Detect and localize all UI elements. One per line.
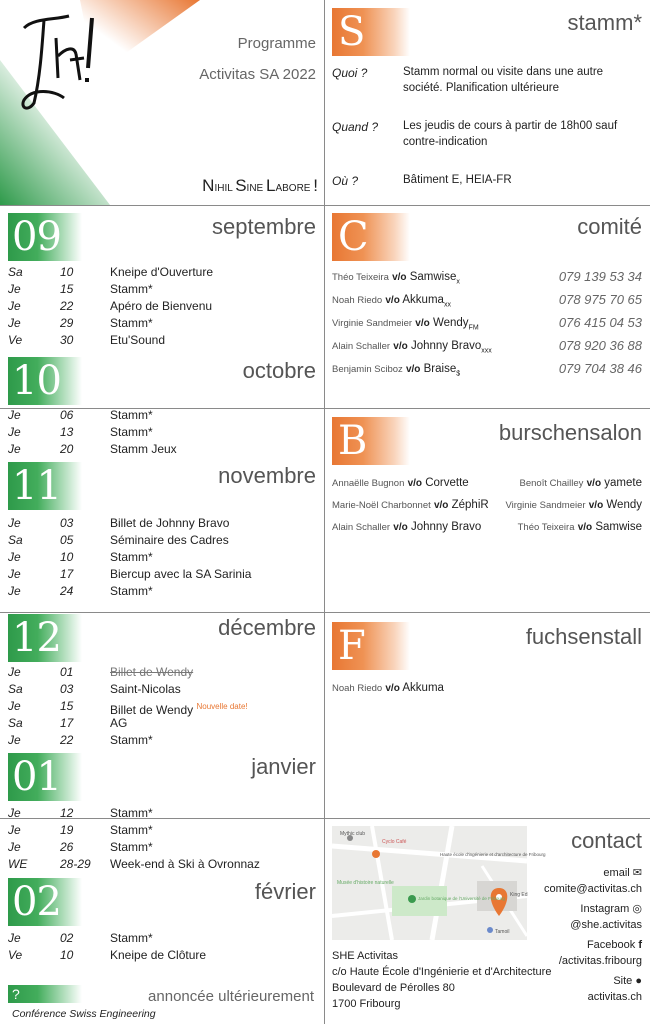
event-date: 15 — [60, 282, 74, 296]
month-title-sep: septembre — [212, 214, 316, 239]
instagram-link[interactable]: @she.activitas — [570, 919, 642, 931]
member-charge: $ — [456, 370, 461, 378]
event-title — [110, 681, 181, 698]
event-title — [110, 281, 153, 298]
event-date: 03 — [60, 516, 74, 530]
event-row — [8, 315, 318, 332]
event-row — [8, 856, 318, 873]
month-number-jan: 01 — [8, 753, 82, 801]
site-label: Site — [613, 975, 633, 987]
vo-mark: v/o — [433, 500, 449, 511]
facebook-icon: f — [638, 939, 642, 951]
quoi-text: Stamm normal ou visite dans une autre société. Planification ultérieure — [403, 66, 604, 94]
member-name: Théo Teixeira — [332, 272, 389, 283]
member-name: Benoît Chailley — [519, 478, 584, 489]
address-line: Boulevard de Pérolles 80 — [332, 982, 455, 994]
event-title — [110, 732, 153, 749]
event-date: 02 — [60, 931, 74, 945]
event-title — [110, 549, 153, 566]
fuchsenstall-title: fuchsenstall — [525, 624, 642, 649]
motto — [202, 176, 318, 196]
vo-mark: v/o — [392, 272, 407, 283]
comite-member — [332, 363, 460, 377]
event-date: 06 — [60, 408, 74, 422]
event-row — [8, 566, 318, 583]
month-title-oct: octobre — [242, 358, 316, 383]
event-title-text: Stamm* — [110, 282, 153, 296]
event-date: 17 — [60, 716, 74, 730]
email-label: email — [603, 867, 630, 879]
event-date: 22 — [60, 299, 74, 313]
event-row — [8, 698, 318, 715]
event-day: Sa — [8, 533, 23, 547]
comite-member — [332, 294, 451, 308]
member-couleur-name: yamete — [604, 477, 642, 489]
vo-mark: v/o — [407, 478, 423, 489]
quand-label: Quand ? — [332, 120, 379, 134]
event-title-text: Séminaire des Cadres — [110, 533, 229, 547]
comite-member — [332, 271, 460, 285]
member-couleur-name: Braise — [423, 363, 457, 375]
globe-icon: ● — [635, 975, 642, 987]
email-block — [544, 865, 642, 897]
map-label: Musée d'histoire naturelle — [337, 880, 394, 886]
event-title — [110, 664, 193, 681]
event-day: Je — [8, 584, 21, 598]
event-title — [110, 424, 153, 441]
comite-member — [332, 340, 492, 354]
instagram-label: Instagram — [580, 903, 630, 915]
site-link[interactable]: activitas.ch — [587, 991, 642, 1003]
program-title: Programme — [237, 35, 316, 52]
event-date: 20 — [60, 442, 74, 456]
event-day: Je — [8, 806, 21, 820]
column-divider — [324, 0, 325, 1024]
event-day: Je — [8, 516, 21, 530]
event-day: Sa — [8, 265, 23, 279]
event-title-text: AG — [110, 716, 128, 730]
member-phone[interactable]: 079 139 53 34 — [558, 269, 642, 284]
event-row — [8, 549, 318, 566]
member — [505, 499, 642, 511]
event-date: 10 — [60, 550, 74, 564]
member-name: Virginie Sandmeier — [332, 318, 413, 329]
event-row — [8, 681, 318, 698]
member-couleur-name: Samwise — [595, 521, 642, 533]
member-couleur-name: Johnny Bravo — [410, 340, 482, 352]
event-title — [110, 715, 127, 732]
facebook-link[interactable]: /activitas.fribourg — [558, 955, 642, 967]
event-title — [110, 441, 177, 458]
event-title — [110, 315, 153, 332]
event-row — [8, 441, 318, 458]
member — [332, 521, 481, 533]
event-day: Je — [8, 699, 21, 713]
facebook-block — [559, 937, 642, 969]
ou-label: Où ? — [332, 174, 359, 188]
map-label: Cyclo Café — [382, 839, 407, 845]
event-day: Je — [8, 425, 21, 439]
event-date: 13 — [60, 425, 74, 439]
event-row — [8, 298, 318, 315]
event-date: 03 — [60, 682, 74, 696]
vo-mark: v/o — [393, 341, 408, 352]
member-charge: x — [456, 278, 460, 286]
motto-part: INE — [246, 183, 266, 194]
event-title — [110, 839, 153, 856]
address-line: c/o Haute École d'Ingénierie et d'Architecture — [332, 966, 552, 978]
event-title-text: Billet de Wendy — [110, 665, 194, 679]
event-title — [110, 407, 153, 424]
member-couleur-name: Akkuma — [402, 682, 444, 694]
vo-mark: v/o — [393, 522, 408, 533]
event-date: 29 — [60, 316, 74, 330]
vo-mark: v/o — [405, 364, 421, 375]
month-title-nov: novembre — [218, 463, 316, 488]
event-row — [8, 715, 318, 732]
burschensalon-letter: B — [332, 417, 410, 465]
event-row — [8, 732, 318, 749]
member-couleur-name: Corvette — [425, 477, 469, 489]
member-couleur-name: Wendy — [606, 499, 642, 511]
event-date: 30 — [60, 333, 74, 347]
member-name: Benjamin Sciboz — [332, 364, 403, 375]
address-line: SHE Activitas — [332, 950, 399, 962]
event-day: Je — [8, 931, 21, 945]
contact-title: contact — [571, 828, 642, 853]
mail-icon: ✉ — [632, 867, 642, 879]
event-title-text: Stamm* — [110, 550, 153, 564]
event-title — [110, 930, 153, 947]
vo-mark: v/o — [588, 500, 604, 511]
program-subtitle: Activitas SA 2022 — [199, 66, 316, 83]
event-title — [110, 583, 153, 600]
event-day: Je — [8, 408, 21, 422]
map-label: Haute école d'ingénierie et d'architecture de Fribourg — [440, 852, 546, 857]
event-day: Ve — [8, 333, 23, 347]
event-day: Je — [8, 733, 21, 747]
vo-mark: v/o — [415, 318, 430, 329]
event-title-text: Stamm* — [110, 408, 153, 422]
month-title-jan: janvier — [251, 754, 316, 779]
map-label: Mythic club — [340, 831, 366, 837]
event-date: 28-29 — [60, 857, 91, 871]
motto-part: N — [202, 176, 215, 195]
event-day: Sa — [8, 716, 23, 730]
member-couleur-name: Wendy — [432, 317, 469, 329]
event-title-text: Stamm* — [110, 425, 153, 439]
event-day: Je — [8, 840, 21, 854]
event-title — [110, 566, 251, 583]
vo-mark: v/o — [385, 683, 400, 694]
event-row — [8, 583, 318, 600]
event-row — [8, 930, 318, 947]
member-name: Marie-Noël Charbonnet — [332, 500, 431, 511]
map-label: Jardin botanique de l'Université de Fribourg — [418, 896, 505, 901]
event-title-text: Stamm* — [110, 823, 153, 837]
event-title-text: Stamm* — [110, 931, 153, 945]
email-link[interactable]: comite@activitas.ch — [544, 883, 642, 895]
vo-mark: v/o — [385, 295, 400, 306]
map-graphic — [332, 826, 546, 940]
member-name: Alain Schaller — [332, 341, 391, 352]
event-title-text: Stamm* — [110, 840, 153, 854]
later-title: annoncée ultérieurement — [148, 988, 314, 1005]
logo-icon — [14, 8, 104, 118]
month-number-nov: 11 — [8, 462, 82, 510]
member-name: Alain Schaller — [332, 522, 391, 533]
member-phone[interactable]: 078 975 70 65 — [558, 292, 642, 307]
address-line: 1700 Fribourg — [332, 998, 401, 1010]
event-title — [110, 264, 213, 281]
month-number-dec: 12 — [8, 614, 82, 662]
member — [332, 477, 469, 489]
event-title — [110, 947, 206, 964]
event-note: Nouvelle date! — [196, 702, 248, 711]
member-phone[interactable]: 079 704 38 46 — [558, 361, 642, 376]
month-title-feb: février — [254, 879, 316, 904]
event-title-text: Kneipe d'Ouverture — [110, 265, 214, 279]
event-row — [8, 805, 318, 822]
event-date: 12 — [60, 806, 74, 820]
event-title-text: Kneipe de Clôture — [110, 948, 207, 962]
event-date: 10 — [60, 948, 74, 962]
event-row — [8, 822, 318, 839]
event-day: Sa — [8, 682, 23, 696]
member-name: Virginie Sandmeier — [505, 500, 586, 511]
map[interactable] — [332, 826, 546, 940]
event-row — [8, 424, 318, 441]
event-row — [8, 264, 318, 281]
burschensalon-title: burschensalon — [498, 420, 642, 445]
event-date: 24 — [60, 584, 74, 598]
site-block — [588, 973, 642, 1005]
event-date: 15 — [60, 699, 74, 713]
event-title-text: Etu'Sound — [110, 333, 166, 347]
member-couleur-name: Samwise — [409, 271, 457, 283]
motto-part: ABORE — [275, 183, 314, 194]
event-date: 19 — [60, 823, 74, 837]
event-title-text: Stamm* — [110, 733, 153, 747]
quand-text: Les jeudis de cours à partir de 18h00 sauf contre-indication — [403, 120, 618, 148]
event-day: Je — [8, 567, 21, 581]
comite-title: comité — [577, 214, 642, 239]
event-day: WE — [8, 857, 28, 871]
event-row — [8, 839, 318, 856]
event-title — [110, 822, 153, 839]
event-row — [8, 281, 318, 298]
member — [332, 682, 444, 694]
later-item: Conférence Swiss Engineering — [12, 1008, 156, 1020]
vo-mark: v/o — [577, 522, 593, 533]
motto-part: S — [235, 176, 247, 195]
ou-text: Bâtiment E, HEIA-FR — [403, 174, 512, 186]
event-row — [8, 407, 318, 424]
comite-letter: C — [332, 213, 410, 261]
member-charge: xx — [443, 301, 451, 309]
member-couleur-name: ZéphiR — [451, 499, 489, 511]
event-title-text: Apéro de Bienvenu — [110, 299, 213, 313]
member-charge: FM — [468, 324, 479, 332]
event-day: Ve — [8, 948, 23, 962]
later-mark: ? — [8, 985, 82, 1003]
address — [332, 948, 551, 1012]
event-title-text: Week-end à Ski à Ovronnaz — [110, 857, 260, 871]
event-day: Je — [8, 442, 21, 456]
event-title-text: Billet de Wendy — [110, 703, 194, 717]
event-title — [110, 298, 212, 315]
member — [332, 499, 489, 511]
member — [518, 521, 642, 533]
event-row — [8, 947, 318, 964]
member-name: Noah Riedo — [332, 295, 383, 306]
event-row — [8, 532, 318, 549]
event-date: 17 — [60, 567, 74, 581]
event-day: Je — [8, 316, 21, 330]
divider — [0, 205, 650, 206]
event-date: 10 — [60, 265, 74, 279]
instagram-block — [570, 901, 642, 933]
event-title-text: Billet de Johnny Bravo — [110, 516, 230, 530]
event-title-text: Stamm Jeux — [110, 442, 177, 456]
comite-member — [332, 317, 479, 331]
stamm-title: stamm* — [567, 10, 642, 35]
event-title-text: Stamm* — [110, 584, 153, 598]
event-date: 01 — [60, 665, 74, 679]
event-date: 22 — [60, 733, 74, 747]
member-phone[interactable]: 076 415 04 53 — [558, 315, 642, 330]
member-charge: xxx — [481, 347, 492, 355]
header-panel — [0, 0, 324, 205]
event-title — [110, 856, 260, 873]
event-day: Je — [8, 665, 21, 679]
facebook-label: Facebook — [586, 939, 636, 951]
event-title — [110, 532, 229, 549]
event-row — [8, 664, 318, 681]
event-title-text: Biercup avec la SA Sarinia — [110, 567, 252, 581]
event-title — [110, 805, 153, 822]
event-title — [110, 515, 229, 532]
motto-part: ! — [313, 176, 318, 195]
instagram-icon: ◎ — [632, 903, 642, 915]
event-day: Je — [8, 299, 21, 313]
event-title-text: Stamm* — [110, 806, 153, 820]
motto-part: L — [266, 176, 276, 195]
event-row — [8, 332, 318, 349]
vo-mark: v/o — [586, 478, 602, 489]
member-name: Théo Teixeira — [517, 522, 575, 533]
event-day: Je — [8, 823, 21, 837]
map-label: Tamoil — [495, 929, 510, 935]
member-couleur-name: Johnny Bravo — [410, 521, 482, 533]
member-couleur-name: Akkuma — [402, 294, 444, 306]
event-day: Je — [8, 550, 21, 564]
event-title-text: Stamm* — [110, 316, 153, 330]
member-name: Noah Riedo — [332, 683, 383, 694]
event-date: 26 — [60, 840, 74, 854]
member — [520, 477, 642, 489]
quoi-label: Quoi ? — [332, 66, 368, 80]
member-name: Annaëlle Bugnon — [332, 478, 405, 489]
event-row — [8, 515, 318, 532]
motto-part: IHIL — [214, 183, 236, 194]
member-phone[interactable]: 078 920 36 88 — [558, 338, 642, 353]
fuchsenstall-letter: F — [332, 622, 410, 670]
divider — [0, 612, 650, 613]
stamm-letter: S — [332, 8, 410, 56]
event-title-text: Saint-Nicolas — [110, 682, 181, 696]
month-number-sep: 09 — [8, 213, 82, 261]
month-title-dec: décembre — [218, 615, 316, 640]
event-day: Je — [8, 282, 21, 296]
month-number-oct: 10 — [8, 357, 82, 405]
map-label: King Ed — [510, 892, 528, 898]
event-date: 05 — [60, 533, 74, 547]
event-title — [110, 332, 165, 349]
month-number-feb: 02 — [8, 878, 82, 926]
